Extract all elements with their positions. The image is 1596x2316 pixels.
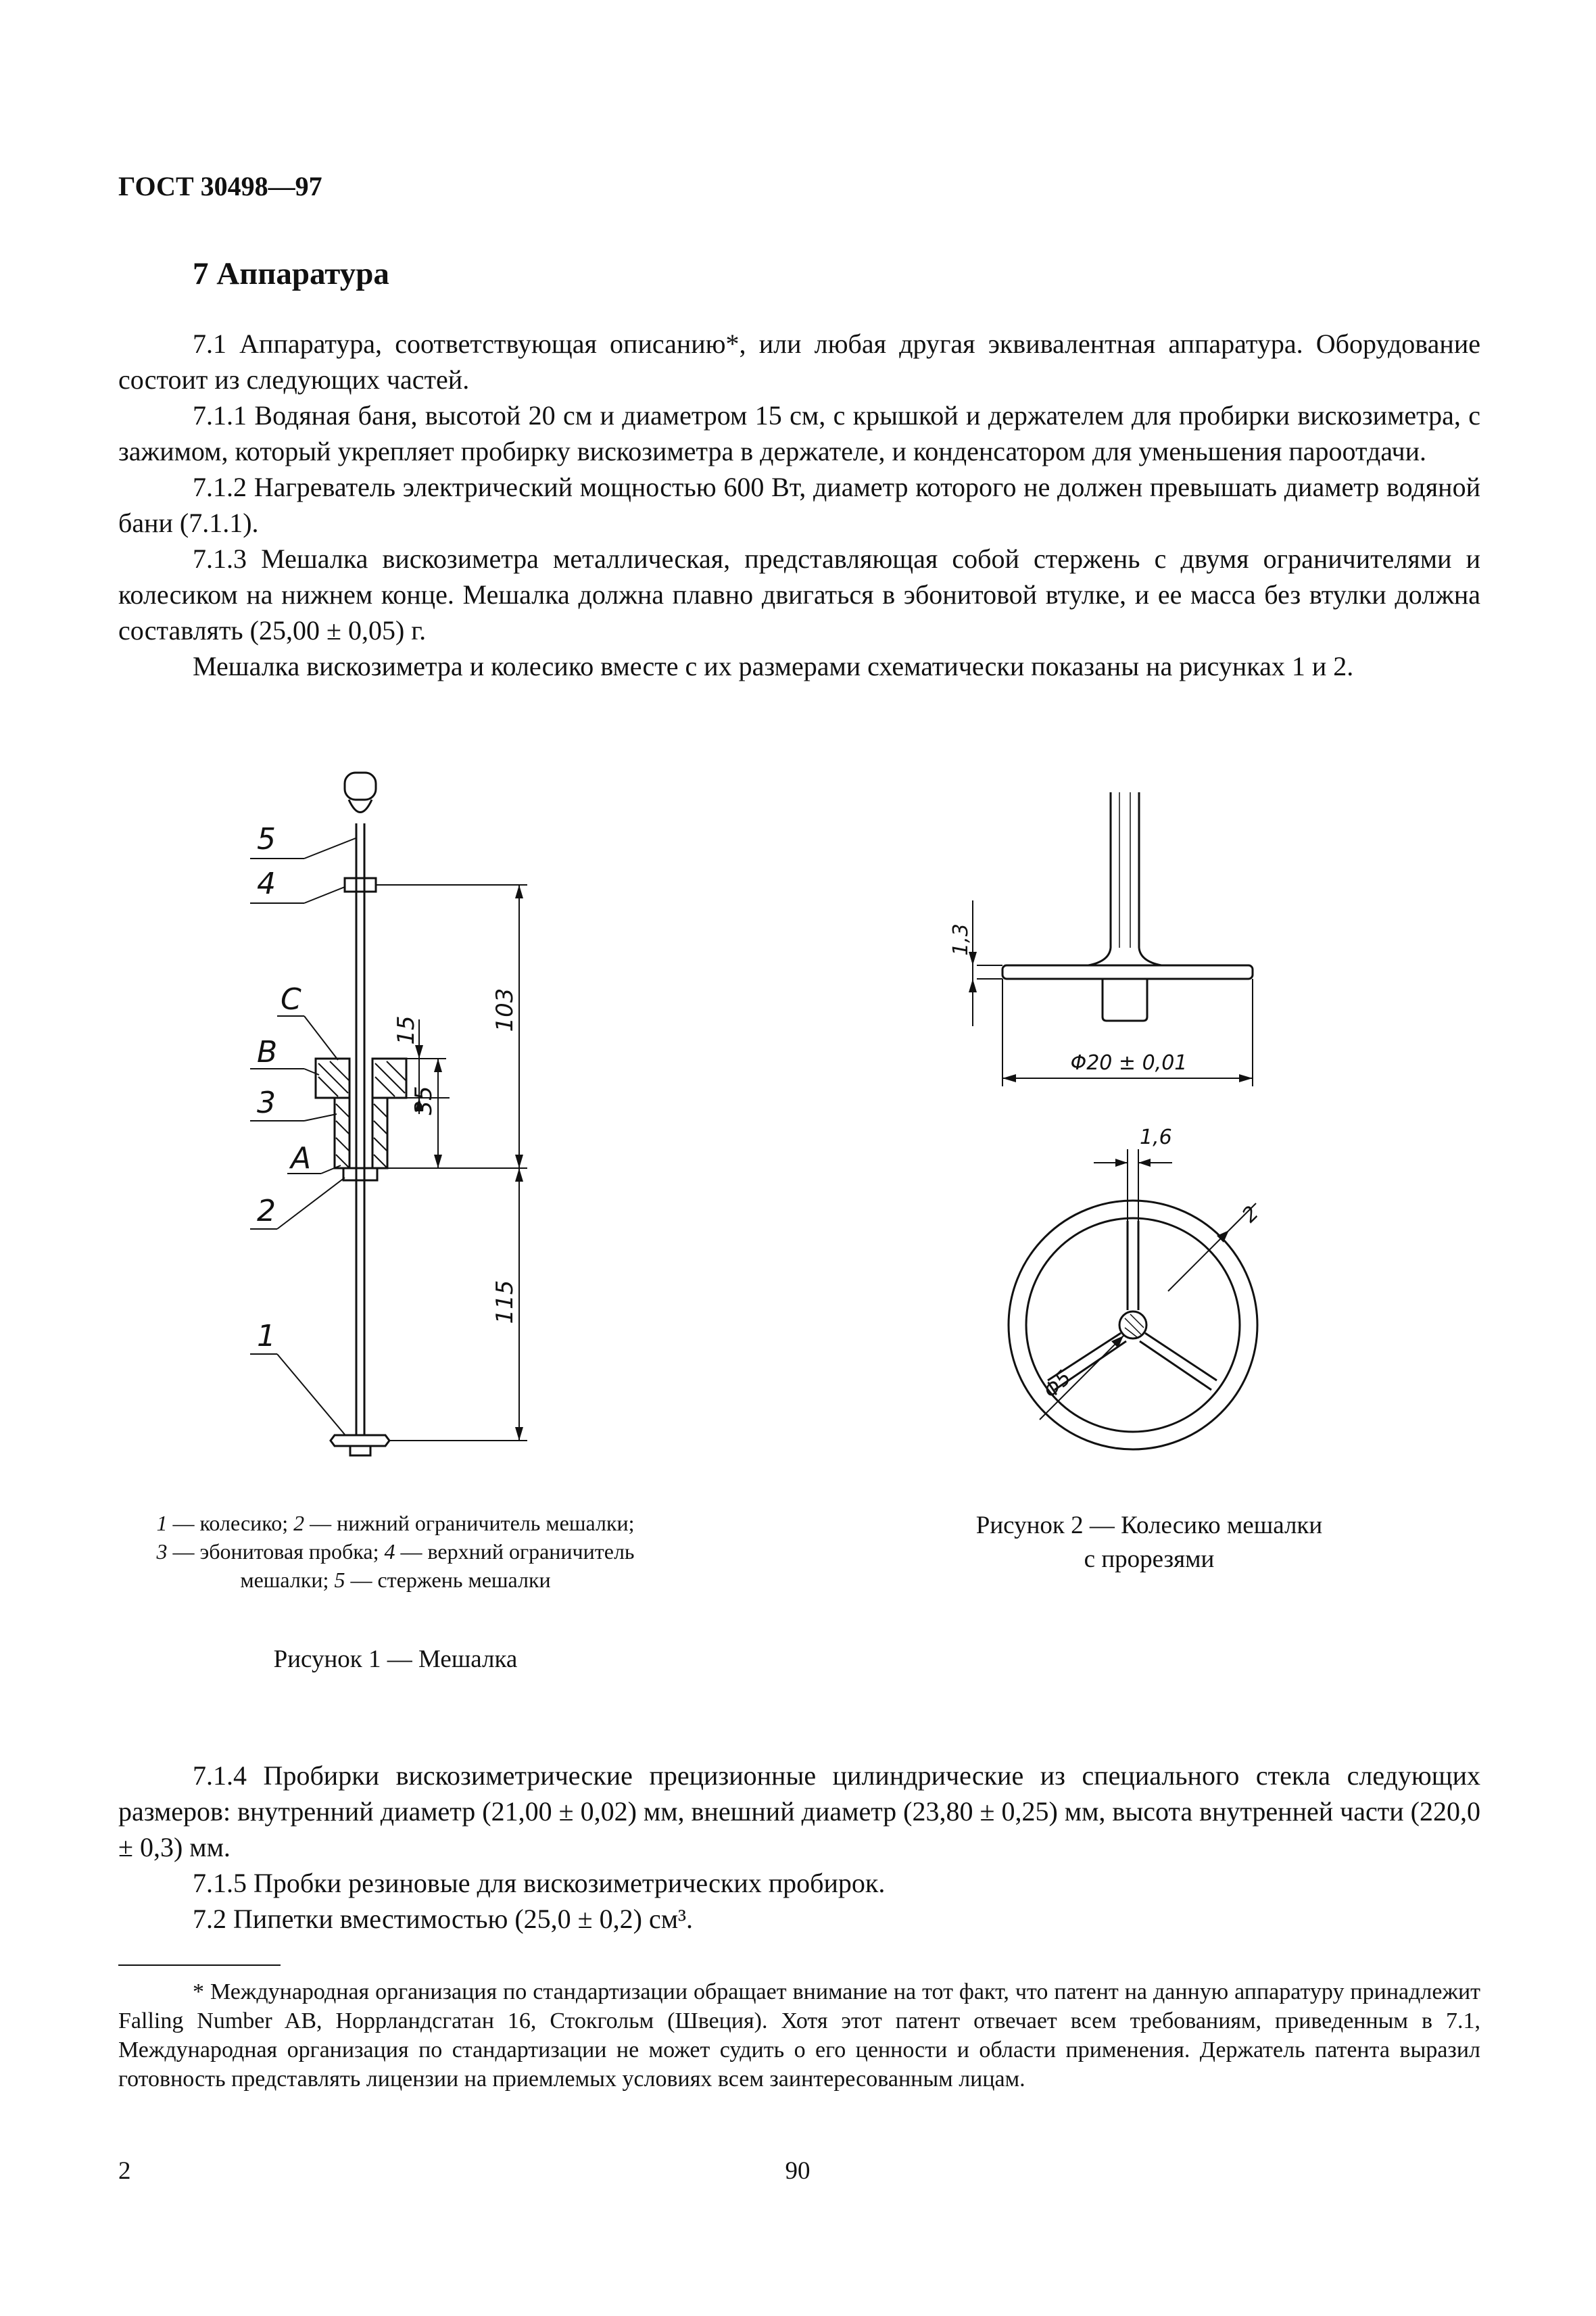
legend-num: 1 [156,1511,168,1535]
dimension-2: 2 [1237,1201,1264,1228]
section-title: 7 Аппаратура [193,256,389,291]
footnote: * Международная организация по стандартизации обращает внимание на тот факт, что патент на данную аппаратуру принадлежит Falling Number AB, Норрландсгатан 16, Стокгольм (Швеция). Хотя этот патент отвечает всем требованиям, приведенным в 7.1, Международная организация по стандартизации не может судить о его ценности и области применения. Держатель патента выразил готовность представлять лицензии на приемлемых условиях всем заинтересованным лицам. [118,1979,1480,2092]
figure-1-caption: Рисунок 1 — Мешалка [273,1645,518,1673]
legend-text: — верхний ограничитель мешалки; [240,1539,635,1592]
dimension-35: 35 [410,1086,437,1115]
paragraph: 7.2 Пипетки вместимостью (25,0 ± 0,2) см³. [193,1904,693,1934]
part-label-2: 2 [257,1194,276,1228]
legend-num: 4 [384,1539,395,1564]
paragraph: 7.1.1 Водяная баня, высотой 20 см и диаметром 15 см, с крышкой и держателем для пробирки вискозиметра, с зажимом, который укрепляет пробирку вискозиметра в держателе, и конденсатором для уменьшения пароотдачи. [118,400,1480,466]
part-label-5: 5 [257,822,276,857]
dimension-15: 15 [393,1015,420,1045]
part-label-c: С [281,982,301,1017]
paragraphs-bottom [118,1758,1480,1937]
paragraph: 7.1.2 Нагреватель электрический мощностью 600 Вт, диаметр которого не должен превышать диаметр водяной бани (7.1.1). [118,472,1480,538]
footnote-divider [118,1964,281,1966]
figure-2-caption-line: с прорезями [1084,1545,1215,1573]
part-label-1: 1 [257,1319,276,1353]
legend-num: 5 [334,1568,345,1592]
paragraph: 7.1 Аппаратура, соответствующая описанию*, или любая другая эквивалентная аппаратура. Оборудование состоит из следующих частей. [118,329,1480,395]
legend-text: — нижний ограничитель мешалки; [304,1511,635,1535]
dimension-115: 115 [491,1280,518,1324]
dimension-diameter-5: Φ5 [1038,1366,1076,1403]
dimension-diameter-20: Φ20 ± 0,01 [1070,1051,1188,1075]
figure-2-wheel-side-view [943,792,1295,1117]
dimension-1-3: 1,3 [949,923,973,956]
dimension-103: 103 [491,988,518,1032]
legend-text: — колесико; [167,1511,294,1535]
figure-2-wheel-top-view [999,1122,1317,1501]
legend-text: — стержень мешалки [345,1568,551,1592]
part-label-b: В [257,1035,278,1069]
paragraphs-top [118,326,1480,684]
legend-num: 3 [156,1539,168,1564]
part-label-3: 3 [257,1086,276,1120]
part-label-a: А [291,1141,312,1176]
page-number-center: 90 [785,2157,811,2185]
figure-1-legend [152,1509,639,1594]
figure-1-stirrer-drawing [230,763,595,1466]
legend-num: 2 [293,1511,305,1535]
legend-text: — эбонитовая пробка; [167,1539,385,1564]
part-label-4: 4 [257,867,276,901]
page-number-left: 2 [118,2157,131,2185]
paragraph: Мешалка вискозиметра и колесико вместе с их размерами схематически показаны на рисунках 1 и 2. [193,651,1354,681]
figure-2-caption-line: Рисунок 2 — Колесико мешалки [975,1512,1323,1539]
dimension-1-6: 1,6 [1140,1126,1172,1149]
paragraph: 7.1.5 Пробки резиновые для вискозиметрических пробирок. [193,1868,886,1898]
standard-header: ГОСТ 30498—97 [118,171,322,201]
paragraph: 7.1.3 Мешалка вискозиметра металлическая, представляющая собой стержень с двумя ограничителями и колесиком на нижнем конце. Мешалка должна плавно двигаться в эбонитовой втулке, и ее масса без втулки должна составлять (25,00 ± 0,05) г. [118,544,1480,646]
paragraph: 7.1.4 Пробирки вискозиметрические прецизионные цилиндрические из специального стекла следующих размеров: внутренний диаметр (21,00 ± 0,02) мм, внешний диаметр (23,80 ± 0,25) мм, высота внутренней части (220,0 ± 0,3) мм. [118,1760,1480,1862]
figure-2-caption [892,1509,1406,1576]
